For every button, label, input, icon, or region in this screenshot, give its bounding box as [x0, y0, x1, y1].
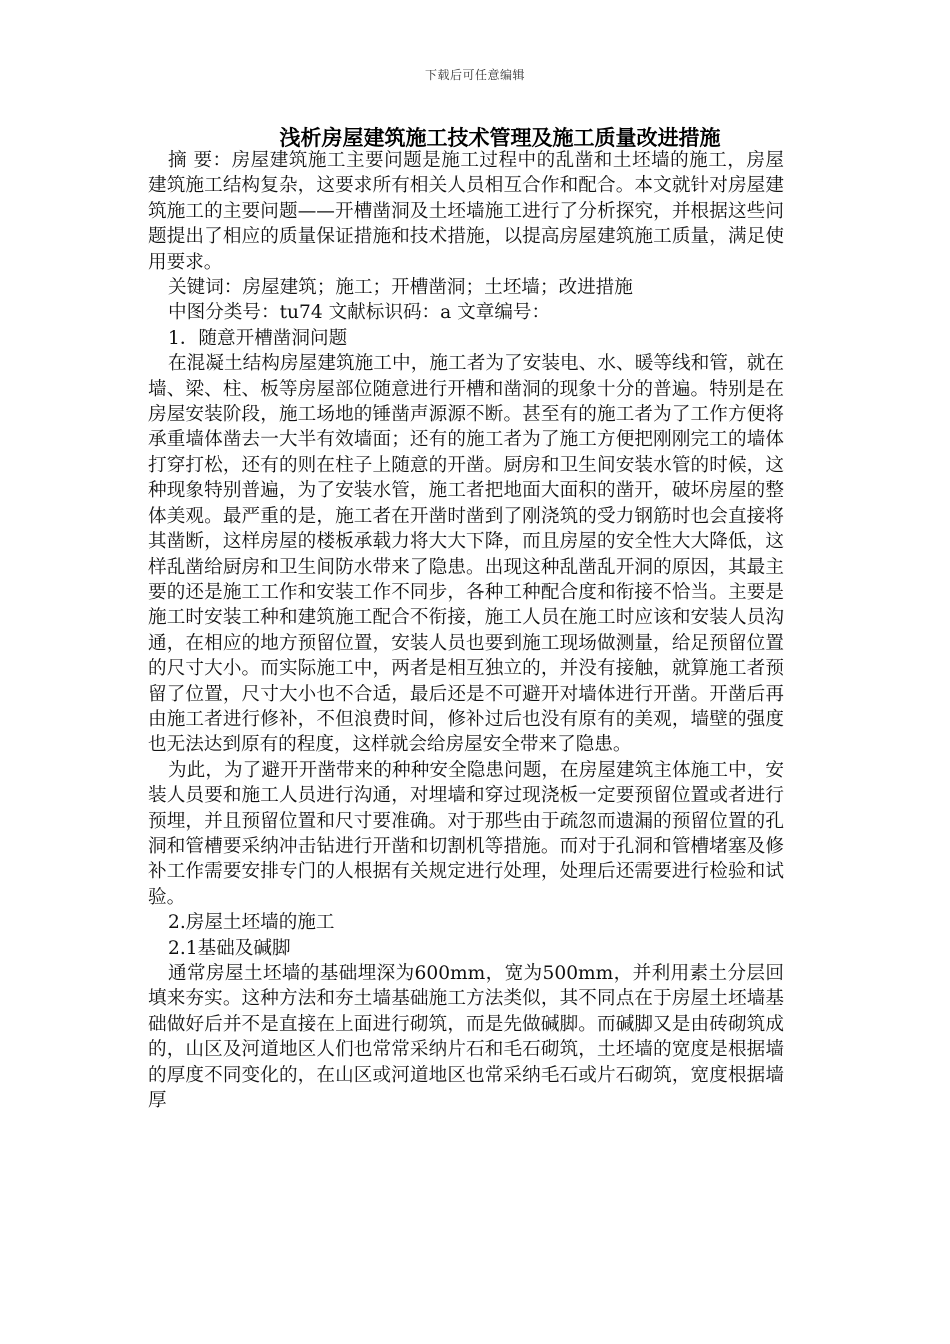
subsection-heading-2-1: 2.1基础及碱脚: [168, 937, 291, 959]
section-heading-2: 2.房屋土坯墙的施工: [168, 912, 335, 934]
body-paragraph: 为此，为了避开开凿带来的种种安全隐患问题，在房屋建筑主体施工中，安装人员要和施工人员进行沟通，对埋墙和穿过现浇板一定要预留位置或者进行预埋，并且预留位置和尺寸要准确。对于那些由于疏忽而遗漏的预留位置的孔洞和管槽要采纳冲击钻进行开凿和切割机等措施。而对于孔洞和管槽堵塞及修补工作需要安排专门的人根据有关规定进行处理，处理后还需要进行检验和试验。: [148, 759, 784, 908]
body-paragraph: 在混凝土结构房屋建筑施工中，施工者为了安装电、水、暖等线和管，就在墙、梁、柱、板等房屋部位随意进行开槽和凿洞的现象十分的普遍。特别是在房屋安装阶段，施工场地的锤凿声源源不断。甚至有的施工者为了工作方便将承重墙体凿去一大半有效墙面；还有的施工者为了施工方便把刚刚完工的墙体打穿打松，还有的则在柱子上随意的开凿。厨房和卫生间安装水管的时候，这种现象特别普遍，为了安装水管，施工者把地面大面积的凿开，破坏房屋的整体美观。最严重的是，施工者在开凿时凿到了刚浇筑的受力钢筋时也会直接将其凿断，这样房屋的楼板承载力将大大下降，而且房屋的安全性大大降低，这样乱凿给厨房和卫生间防水带来了隐患。出现这种乱凿乱开洞的原因，其最主要的还是施工工作和安装工作不同步，各种工种配合度和衔接不恰当。主要是施工时安装工种和建筑施工配合不衔接，施工人员在施工时应该和安装人员沟通，在相应的地方预留位置，安装人员也要到施工现场做测量，给足预留位置的尺寸大小。而实际施工中，两者是相互独立的，并没有接触，就算施工者预留了位置，尺寸大小也不合适，最后还是不可避开对墙体进行开凿。开凿后再由施工者进行修补，不但浪费时间，修补过后也没有原有的美观，墙壁的强度也无法达到原有的程度，这样就会给房屋安全带来了隐患。: [148, 353, 784, 756]
keywords-line: 关键词：房屋建筑；施工；开槽凿洞；土坯墙；改进措施: [168, 277, 633, 299]
classification-line: 中图分类号：tu74 文献标识码：a 文章编号：: [168, 302, 551, 324]
body-paragraph: 通常房屋土坯墙的基础埋深为600mm，宽为500mm，并利用素土分层回填来夯实。这种方法和夯土墙基础施工方法类似，其不同点在于房屋土坯墙基础做好后并不是直接在上面进行砌筑，而是先做碱脚。而碱脚又是由砖砌筑成的，山区及河道地区人们也常常采纳片石和毛石砌筑，土坯墙的宽度是根据墙的厚度不同变化的，在山区或河道地区也常采纳毛石或片石砌筑，宽度根据墙厚: [148, 963, 784, 1112]
document-body: [148, 148, 784, 1113]
abstract-paragraph: 摘 要：房屋建筑施工主要问题是施工过程中的乱凿和土坯墙的施工，房屋建筑施工结构复杂，这要求所有相关人员相互合作和配合。本文就针对房屋建筑施工的主要问题——开槽凿洞及土坯墙施工进行了分析探究，并根据这些问题提出了相应的质量保证措施和技术措施，以提高房屋建筑施工质量，满足使用要求。: [148, 150, 784, 273]
header-note: 下载后可任意编辑: [424, 68, 525, 82]
document-title: 浅析房屋建筑施工技术管理及施工质量改进措施: [279, 125, 721, 150]
section-heading-1: 1．随意开槽凿洞问题: [168, 327, 348, 349]
